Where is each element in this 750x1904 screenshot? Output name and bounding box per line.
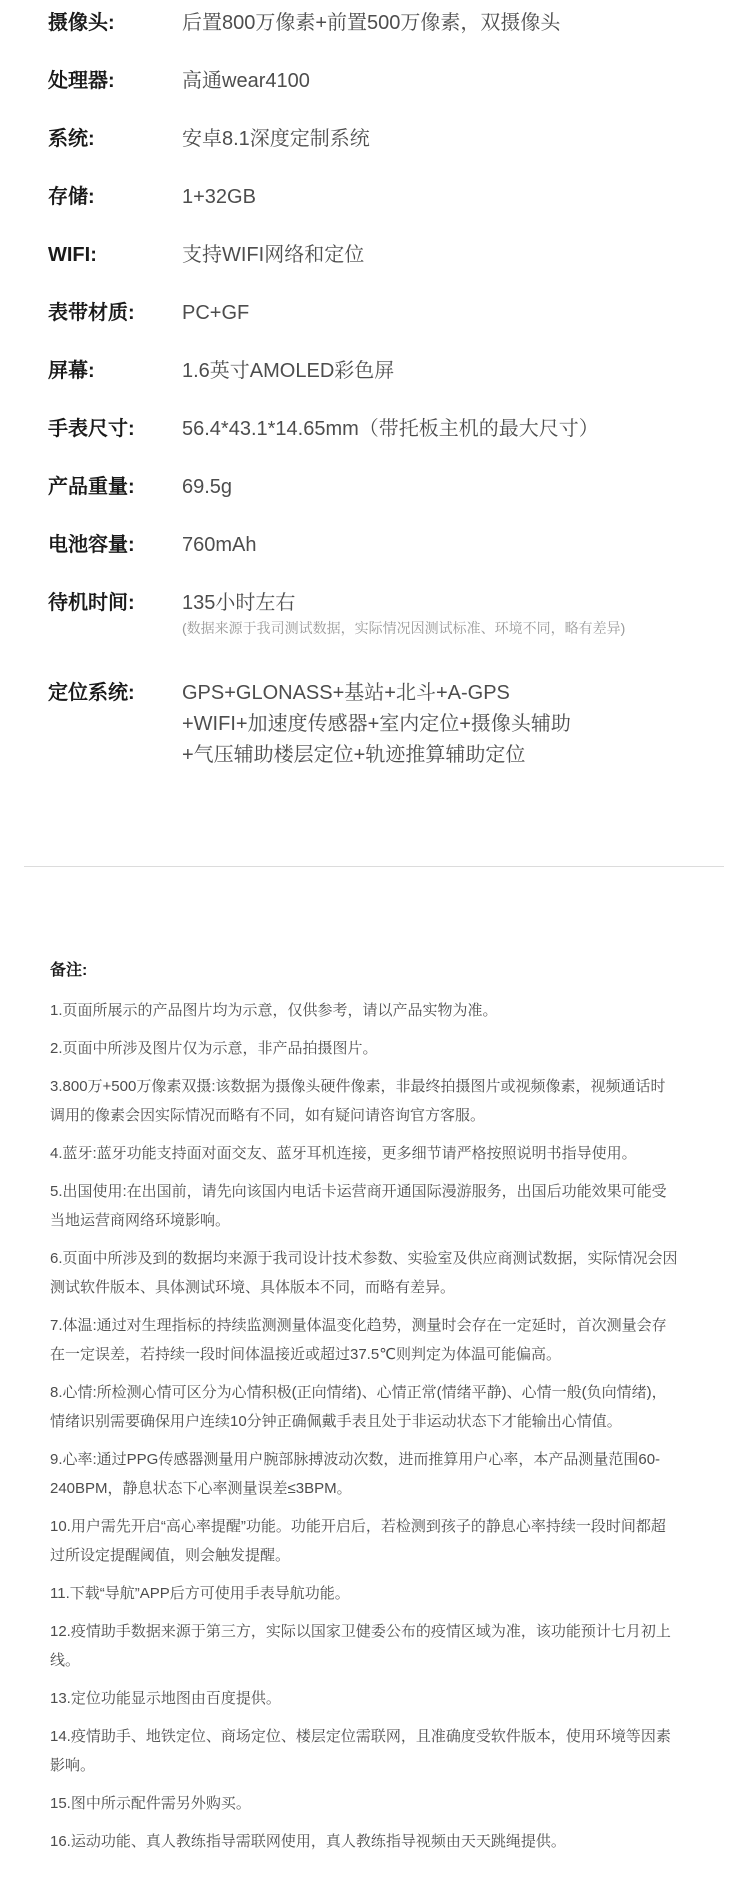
spec-label: 定位系统: <box>48 682 135 704</box>
spec-value: 后置800万像素+前置500万像素，双摄像头 <box>182 12 561 34</box>
spec-label: 系统: <box>48 128 95 150</box>
spec-value: 69.5g <box>182 476 233 498</box>
note-item: 4.蓝牙:蓝牙功能支持面对面交友、蓝牙耳机连接，更多细节请严格按照说明书指导使用。 <box>50 1145 637 1162</box>
spec-label: 产品重量: <box>48 476 135 498</box>
spec-value: 高通wear4100 <box>182 70 310 92</box>
spec-row-screen <box>48 356 708 414</box>
note-item: 13.定位功能显示地图由百度提供。 <box>50 1690 281 1707</box>
spec-value-block <box>182 588 625 638</box>
spec-value: 135小时左右 <box>182 592 296 614</box>
spec-row-wifi <box>48 240 708 298</box>
spec-value: 支持WIFI网络和定位 <box>182 244 365 266</box>
spec-label: 待机时间: <box>48 592 135 614</box>
spec-label: 手表尺寸: <box>48 418 135 440</box>
spec-value-line: +气压辅助楼层定位+轨迹推算辅助定位 <box>182 744 526 766</box>
spec-value: PC+GF <box>182 302 250 324</box>
spec-row-system <box>48 124 708 182</box>
note-item: 6.页面中所涉及到的数据均来源于我司设计技术参数、实验室及供应商测试数据，实际情况会因测试软件版本、具体测试环境、具体版本不同，而略有差异。 <box>50 1250 678 1296</box>
spec-row-watch-size <box>48 414 708 472</box>
note-item: 1.页面所展示的产品图片均为示意，仅供参考，请以产品实物为准。 <box>50 1002 498 1019</box>
spec-value: 安卓8.1深度定制系统 <box>182 128 370 150</box>
spec-label: 处理器: <box>48 70 115 92</box>
spec-row-strap-material <box>48 298 708 356</box>
spec-value: 1.6英寸AMOLED彩色屏 <box>182 360 395 382</box>
notes-section <box>50 958 680 1865</box>
note-item: 9.心率:通过PPG传感器测量用户腕部脉搏波动次数，进而推算用户心率，本产品测量范围60-240BPM，静息状态下心率测量误差≤3BPM。 <box>50 1451 661 1497</box>
spec-value: 56.4*43.1*14.65mm（带托板主机的最大尺寸） <box>182 418 599 440</box>
spec-row-battery <box>48 530 708 588</box>
notes-title: 备注: <box>50 962 88 979</box>
note-item: 5.出国使用:在出国前，请先向该国内电话卡运营商开通国际漫游服务，出国后功能效果可能受当地运营商网络环境影响。 <box>50 1183 667 1229</box>
spec-value-line: +WIFI+加速度传感器+室内定位+摄像头辅助 <box>182 713 571 735</box>
spec-row-standby <box>48 588 708 678</box>
note-item: 10.用户需先开启“高心率提醒”功能。功能开启后，若检测到孩子的静息心率持续一段时间都超过所设定提醒阈值，则会触发提醒。 <box>50 1518 666 1564</box>
spec-label: 表带材质: <box>48 302 135 324</box>
spec-label: WIFI: <box>48 244 97 266</box>
section-divider <box>24 866 724 867</box>
spec-value: 1+32GB <box>182 186 256 208</box>
spec-row-storage <box>48 182 708 240</box>
note-item: 3.800万+500万像素双摄:该数据为摄像头硬件像素，非最终拍摄图片或视频像素，视频通话时调用的像素会因实际情况而略有不同，如有疑问请咨询官方客服。 <box>50 1078 666 1124</box>
spec-value-line: GPS+GLONASS+基站+北斗+A-GPS <box>182 682 510 704</box>
spec-table <box>48 8 708 766</box>
note-item: 16.运动功能、真人教练指导需联网使用，真人教练指导视频由天天跳绳提供。 <box>50 1833 566 1850</box>
spec-label: 屏幕: <box>48 360 95 382</box>
spec-value: 760mAh <box>182 534 257 556</box>
note-item: 8.心情:所检测心情可区分为心情积极(正向情绪)、心情正常(情绪平静)、心情一般(负向情绪)，情绪识别需要确保用户连续10分钟正确佩戴手表且处于非运动状态下才能输出心情值。 <box>50 1384 667 1430</box>
note-item: 14.疫情助手、地铁定位、商场定位、楼层定位需联网，且准确度受软件版本，使用环境等因素影响。 <box>50 1728 671 1774</box>
spec-row-processor <box>48 66 708 124</box>
spec-label: 电池容量: <box>48 534 135 556</box>
note-item: 11.下载“导航”APP后方可使用手表导航功能。 <box>50 1585 350 1602</box>
note-item: 12.疫情助手数据来源于第三方，实际以国家卫健委公布的疫情区域为准，该功能预计七月初上线。 <box>50 1623 671 1669</box>
spec-label: 摄像头: <box>48 12 115 34</box>
note-item: 7.体温:通过对生理指标的持续监测测量体温变化趋势，测量时会存在一定延时，首次测量会存在一定误差，若持续一段时间体温接近或超过37.5℃则判定为体温可能偏高。 <box>50 1317 667 1363</box>
spec-row-positioning <box>48 678 708 766</box>
spec-row-weight <box>48 472 708 530</box>
spec-footnote: (数据来源于我司测试数据，实际情况因测试标准、环境不同，略有差异) <box>182 620 626 636</box>
note-item: 15.图中所示配件需另外购买。 <box>50 1795 251 1812</box>
note-item: 2.页面中所涉及图片仅为示意，非产品拍摄图片。 <box>50 1040 378 1057</box>
spec-row-camera <box>48 8 708 66</box>
spec-value-block <box>182 678 571 771</box>
spec-label: 存储: <box>48 186 95 208</box>
